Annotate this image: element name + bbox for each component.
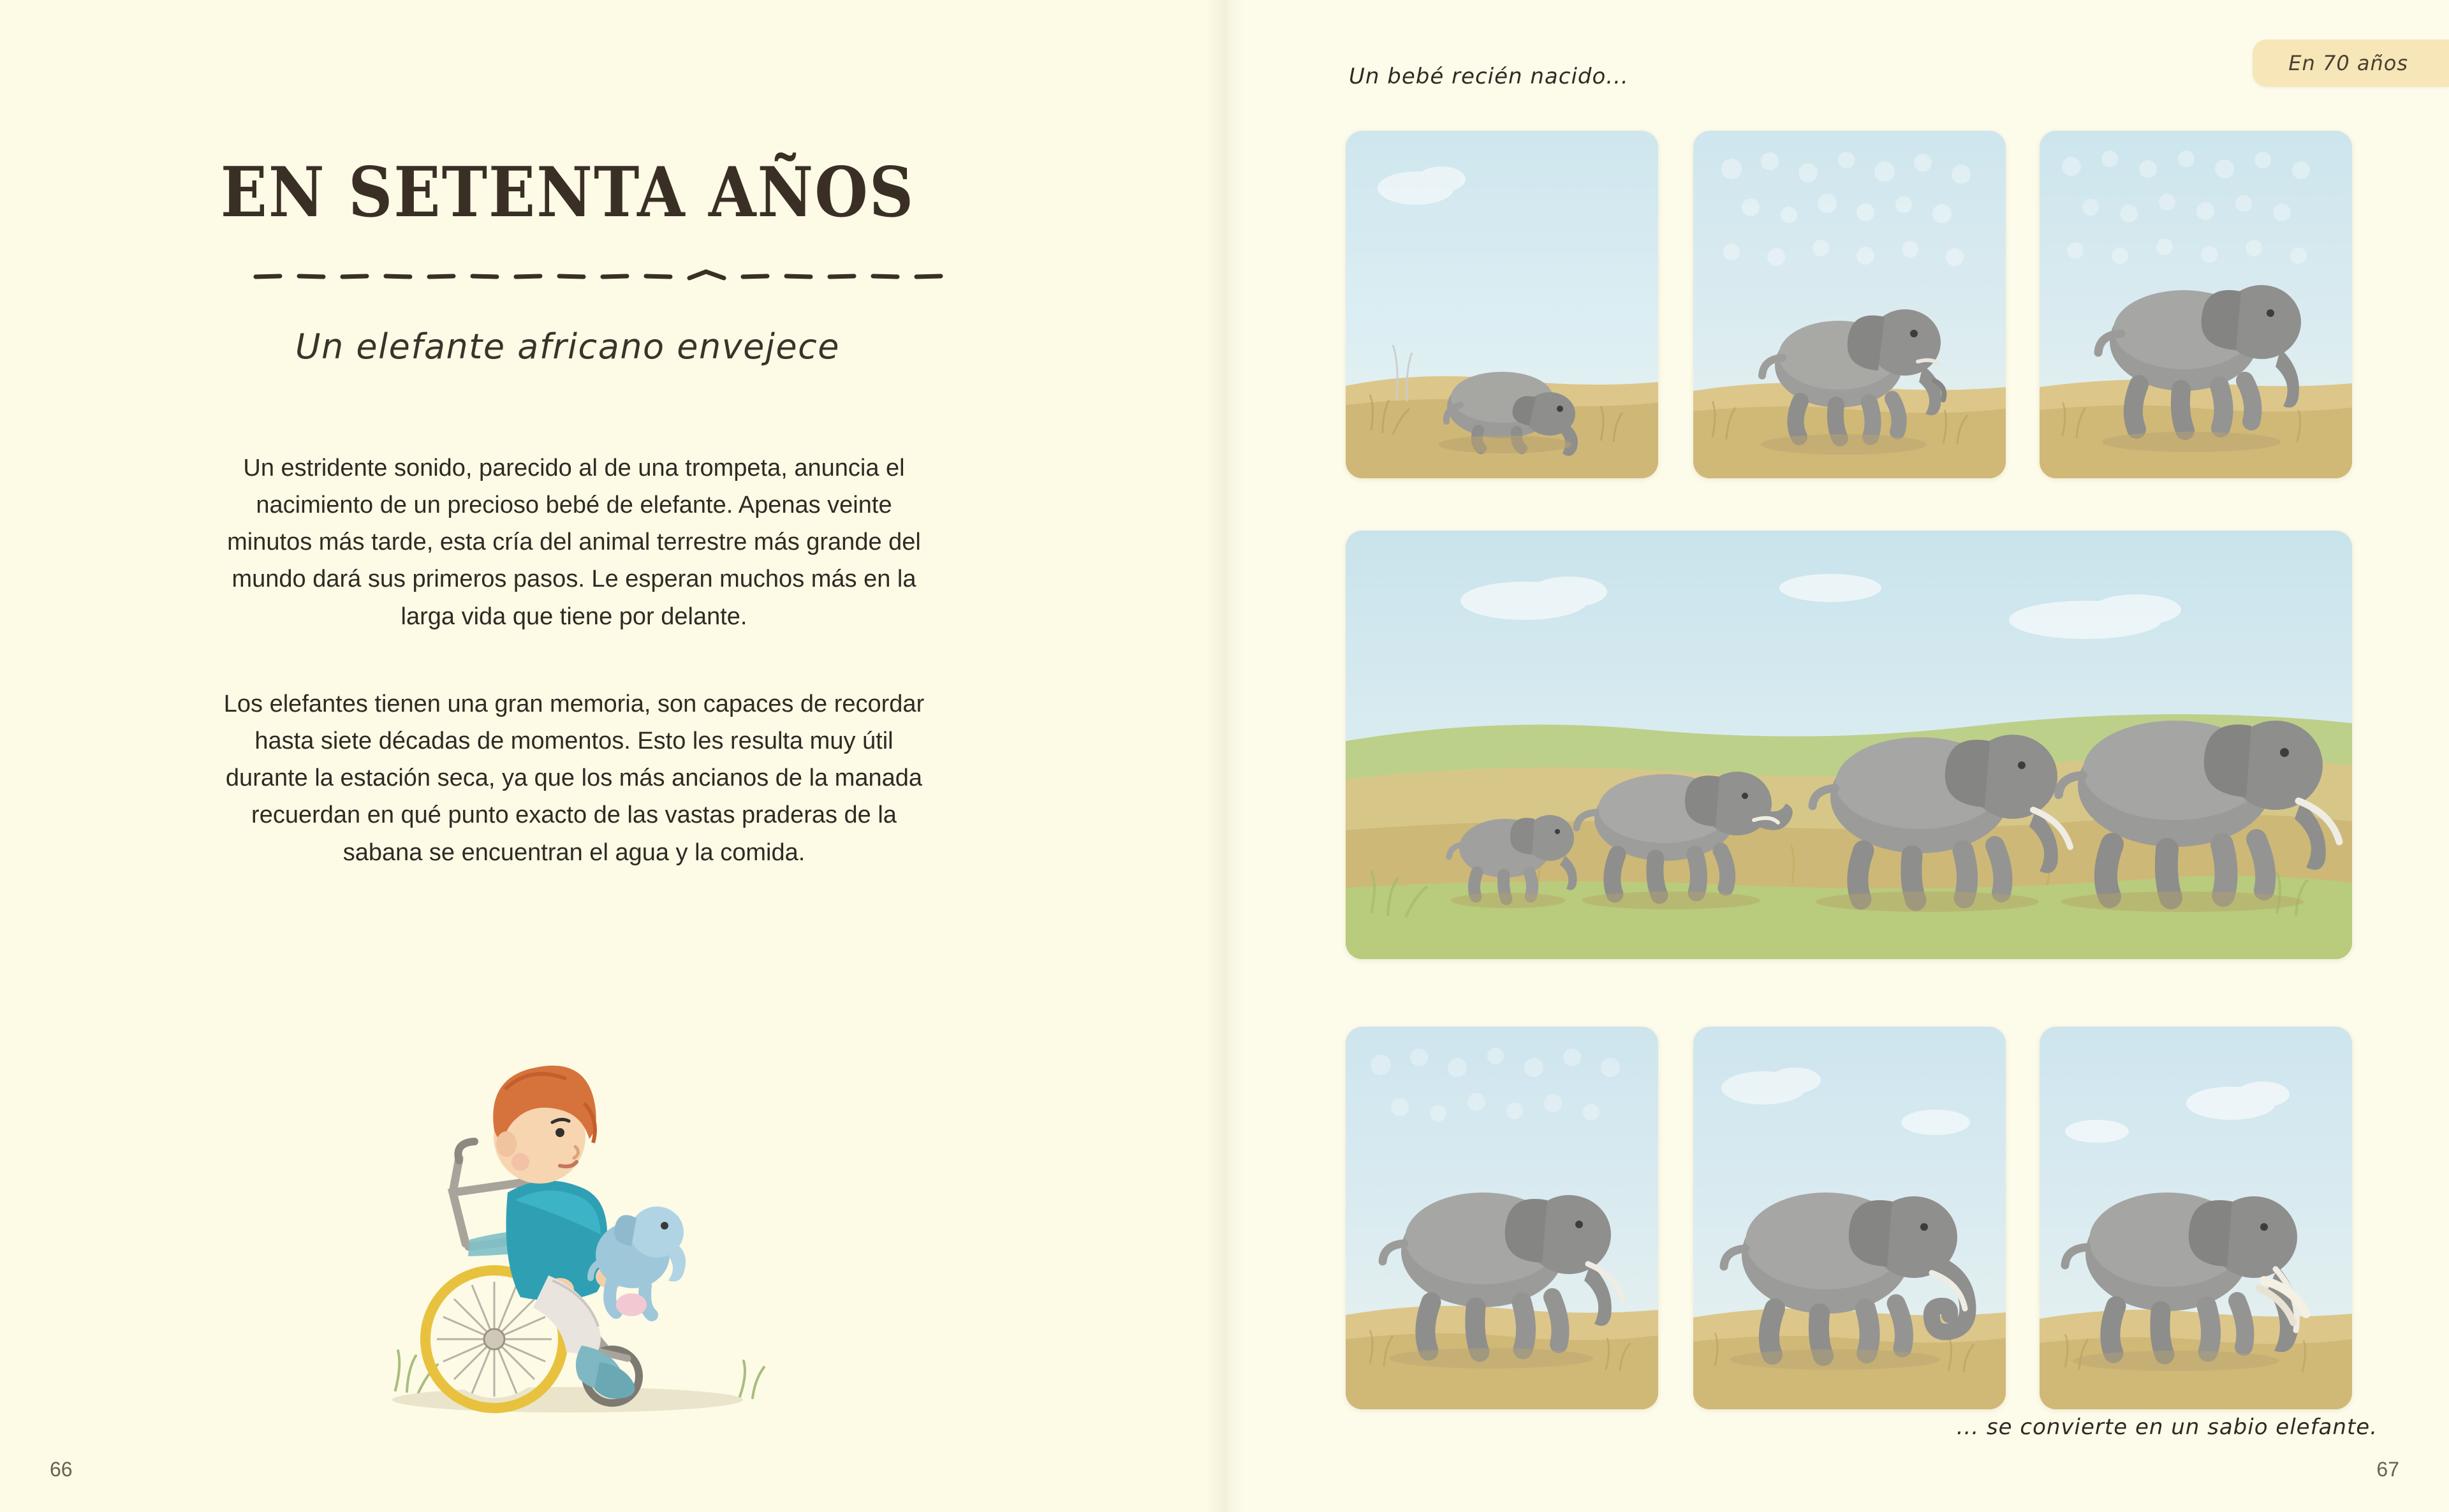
body-paragraph-2: Los elefantes tienen una gran memoria, son capaces de recordar hasta siete décadas de momentos. Esto les resulta muy útil durante la estación seca, ya que los más ancianos de la manada recuerdan en qué punto exacto de las vastas praderas de la sabana se encuentran el agua y la comida.: [223, 691, 925, 866]
page-title: EN SETENTA AÑOS: [220, 152, 915, 233]
panel-old-elephant-with-long-tusks: [2040, 1027, 2352, 1409]
panel-adult-elephant-raising-trunk: [1693, 1027, 2006, 1409]
body-paragraph-1: Un estridente sonido, parecido al de una trompeta, anuncia el nacimiento de un precioso bebé de elefante. Apenas veinte minutos más tarde, esta cría del animal terrestre más grande del mundo dará sus primeros pasos. Le esperan muchos más en la larga vida que tiene por delante.: [227, 455, 921, 630]
right-page: [1224, 0, 2449, 1512]
caption-top: Un bebé recién nacido...: [1349, 64, 1629, 89]
page-subtitle: Un elefante africano envejece: [295, 327, 841, 367]
caption-bottom: ... se convierte en un sabio elefante.: [1956, 1414, 2378, 1440]
panel-adult-elephant-standing: [1346, 1027, 1658, 1409]
left-page: [0, 0, 1224, 1512]
section-tab-badge: En 70 años: [2253, 40, 2449, 87]
title-underline-dashes: [252, 268, 947, 283]
child-in-wheelchair-illustration: [357, 1001, 829, 1448]
panel-elephant-herd-walking-in-savanna: [1346, 531, 2352, 959]
panel-elephant-calf-walking: [1693, 131, 2006, 478]
panel-elephant-newborn-lying-on-ground: [1346, 131, 1658, 478]
page-number-left: 66: [50, 1458, 73, 1481]
page-number-right: 67: [2376, 1458, 2399, 1481]
panel-young-elephant-walking: [2040, 131, 2352, 478]
